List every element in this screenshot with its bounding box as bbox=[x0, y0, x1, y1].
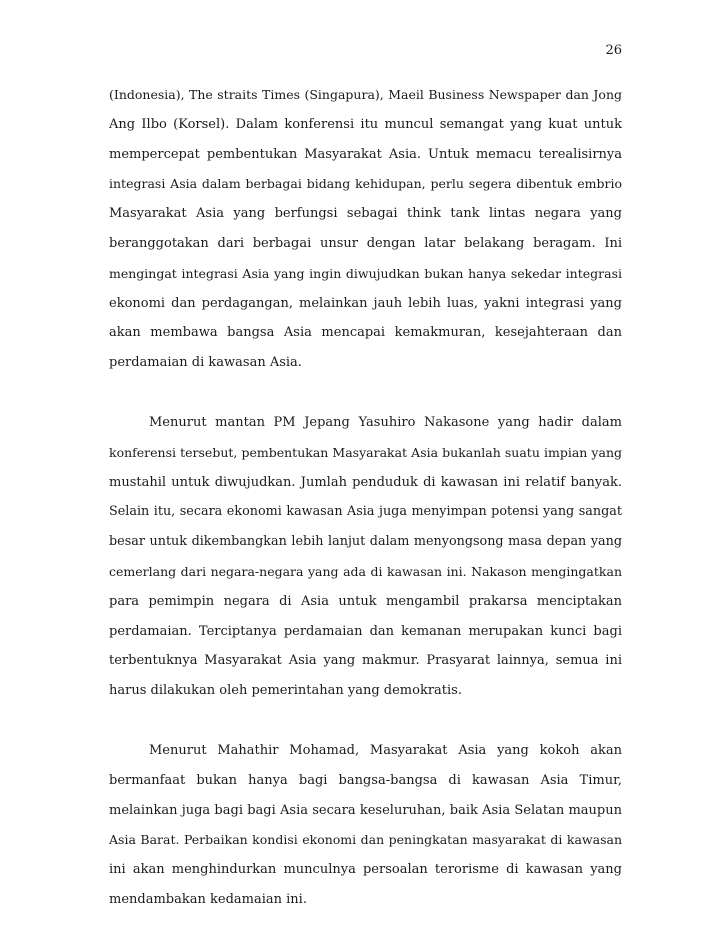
text-line: melainkan juga bagi bagi Asia secara keseluruhan, baik Asia Selatan maupun bbox=[109, 802, 622, 818]
paragraph-2 bbox=[109, 408, 622, 706]
text-line: mendambakan kedamaian ini. bbox=[109, 891, 307, 907]
text-line: konferensi tersebut, pembentukan Masyarakat Asia bukanlah suatu impian yang bbox=[109, 444, 622, 460]
text-line: (Indonesia), The straits Times (Singapura), Maeil Business Newspaper dan Jong bbox=[109, 87, 622, 102]
text-line: mustahil untuk diwujudkan. Jumlah penduduk di kawasan ini relatif banyak. bbox=[109, 474, 622, 490]
text-line: perdamaian. Terciptanya perdamaian dan kemanan merupakan kunci bagi bbox=[109, 623, 622, 639]
text-line: Menurut Mahathir Mohamad, Masyarakat Asia yang kokoh akan bbox=[149, 742, 622, 758]
text-line: Menurut mantan PM Jepang Yasuhiro Nakasone yang hadir dalam bbox=[149, 414, 622, 430]
text-line: mengingat integrasi Asia yang ingin diwujudkan bukan hanya sekedar integrasi bbox=[109, 265, 622, 281]
text-line: mempercepat pembentukan Masyarakat Asia. Untuk memacu terealisirnya bbox=[109, 146, 622, 162]
paragraph-3 bbox=[109, 736, 622, 915]
text-line: Asia Barat. Perbaikan kondisi ekonomi dan peningkatan masyarakat di kawasan bbox=[109, 832, 622, 848]
text-line: ekonomi dan perdagangan, melainkan jauh lebih luas, yakni integrasi yang bbox=[109, 295, 622, 311]
text-line: Masyarakat Asia yang berfungsi sebagai think tank lintas negara yang bbox=[109, 206, 622, 222]
paragraph-spacer bbox=[109, 378, 622, 408]
paragraph-1 bbox=[109, 80, 622, 378]
paragraph-spacer bbox=[109, 706, 622, 736]
text-line: terbentuknya Masyarakat Asia yang makmur. Prasyarat lainnya, semua ini bbox=[109, 653, 622, 669]
text-line: besar untuk dikembangkan lebih lanjut dalam menyongsong masa depan yang bbox=[109, 534, 622, 550]
text-line: ini akan menghindurkan munculnya persoalan terorisme di kawasan yang bbox=[109, 862, 622, 878]
text-line: perdamaian di kawasan Asia. bbox=[109, 355, 302, 371]
text-line: harus dilakukan oleh pemerintahan yang demokratis. bbox=[109, 683, 462, 699]
text-line: cemerlang dari negara-negara yang ada di kawasan ini. Nakason mengingatkan bbox=[109, 563, 622, 579]
text-line: beranggotakan dari berbagai unsur dengan latar belakang beragam. Ini bbox=[109, 235, 622, 251]
text-line: akan membawa bangsa Asia mencapai kemakmuran, kesejahteraan dan bbox=[109, 325, 622, 341]
document-body bbox=[109, 80, 622, 915]
text-line: Ang Ilbo (Korsel). Dalam konferensi itu muncul semangat yang kuat untuk bbox=[109, 116, 622, 132]
text-line: bermanfaat bukan hanya bagi bangsa-bangsa di kawasan Asia Timur, bbox=[109, 772, 622, 788]
text-line: integrasi Asia dalam berbagai bidang kehidupan, perlu segera dibentuk embrio bbox=[109, 176, 622, 192]
text-line: Selain itu, secara ekonomi kawasan Asia juga menyimpan potensi yang sangat bbox=[109, 504, 622, 520]
page-number: 26 bbox=[605, 43, 622, 58]
text-line: para pemimpin negara di Asia untuk mengambil prakarsa menciptakan bbox=[109, 593, 622, 609]
